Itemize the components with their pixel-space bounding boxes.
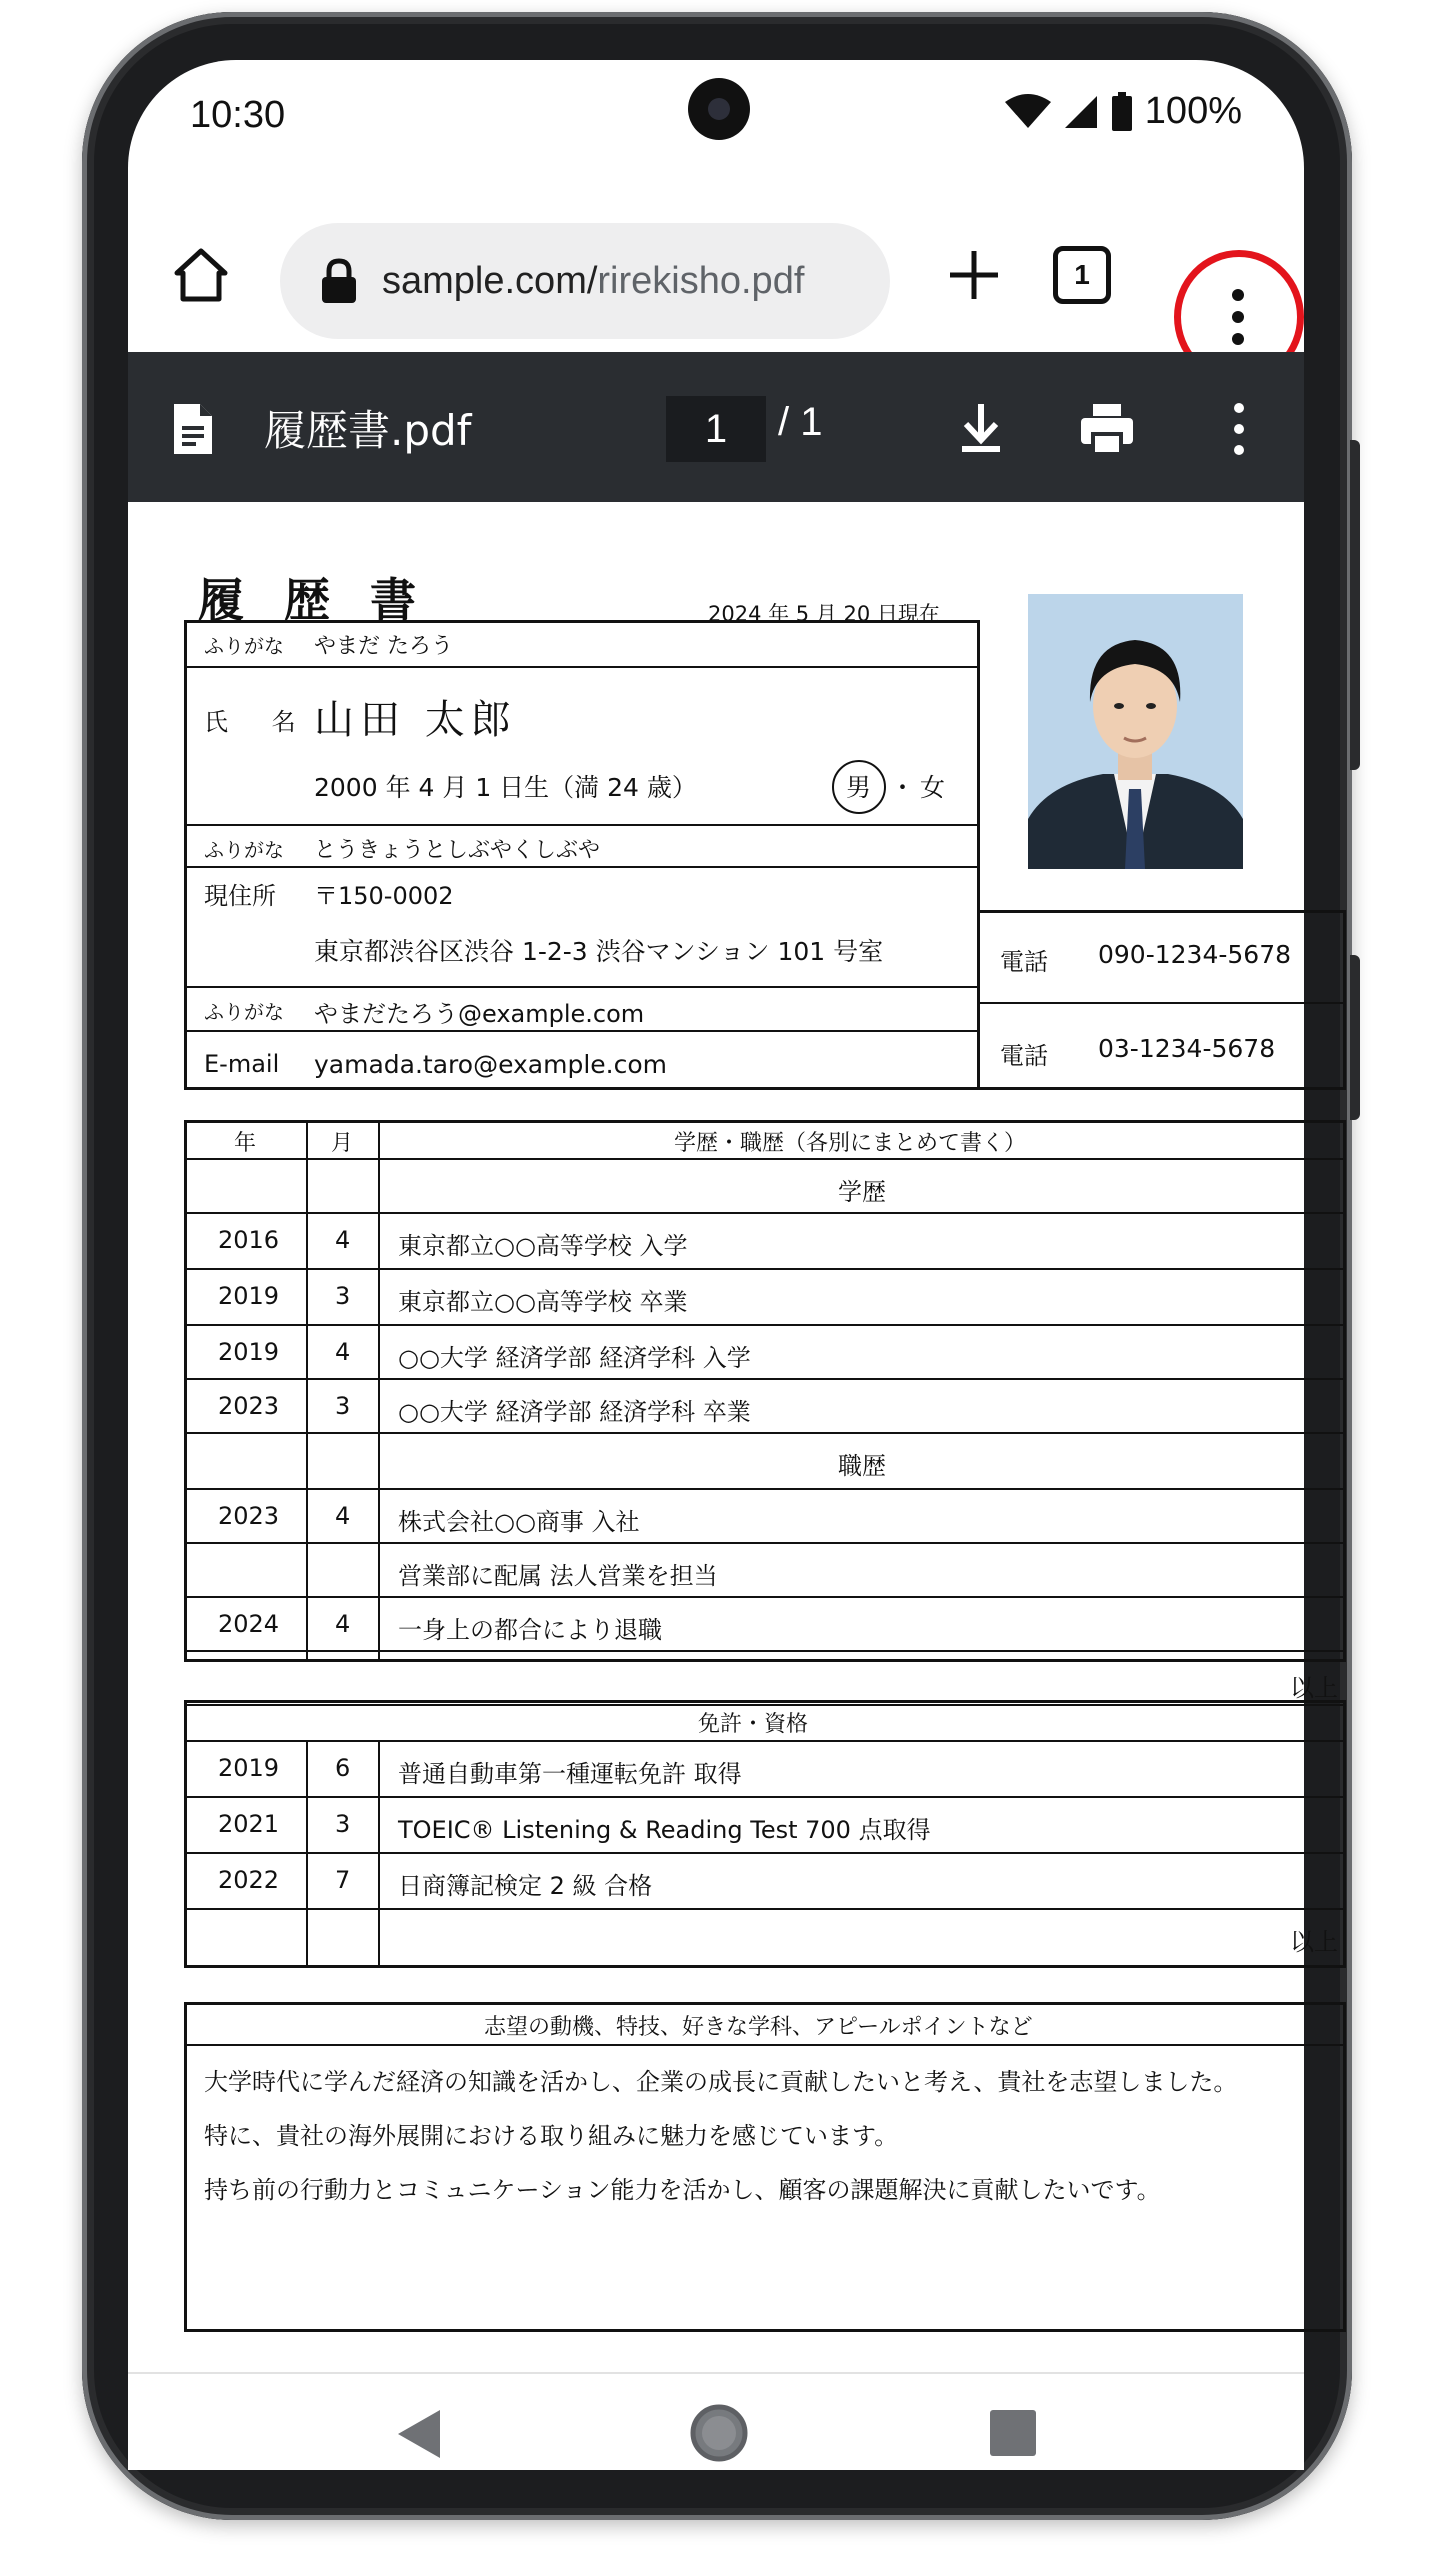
divider: [184, 1596, 1346, 1598]
work-content: 営業部に配属 法人営業を担当: [398, 1562, 718, 1590]
resume-title: 履 歴 書: [198, 573, 429, 627]
section-education: 学歴: [838, 1178, 886, 1206]
section-work: 職歴: [838, 1452, 886, 1480]
divider: [184, 1740, 1346, 1742]
name-furigana: やまだ たろう: [314, 634, 453, 659]
license-year: 2021: [218, 1810, 280, 1838]
birth-date: 2000 年 4 月 1 日生（満 24 歳）: [314, 773, 697, 802]
license-month: 7: [335, 1866, 351, 1894]
col-month: 月: [331, 1131, 354, 1156]
edu-year: 2019: [218, 1338, 280, 1366]
postal-code: 〒150-0002: [314, 882, 454, 910]
print-icon[interactable]: [1078, 400, 1136, 458]
work-content: 一身上の都合により退職: [398, 1616, 662, 1644]
wifi-icon: [1005, 94, 1051, 130]
divider: [184, 824, 980, 826]
divider: [184, 1542, 1346, 1544]
divider: [184, 986, 980, 988]
work-content: 株式会社○○商事 入社: [398, 1508, 640, 1536]
licenses-end: 以上: [1290, 1928, 1338, 1956]
work-month: 4: [335, 1610, 351, 1638]
new-tab-icon[interactable]: [946, 247, 1002, 303]
divider: [184, 1378, 1346, 1380]
motivation-line: 持ち前の行動力とコミュニケーション能力を活かし、顧客の課題解決に貢献したいです。: [204, 2176, 1161, 2204]
system-nav-bar: [128, 2372, 1304, 2470]
edu-month: 3: [335, 1392, 351, 1420]
url-text: [382, 260, 804, 303]
divider: [378, 1120, 380, 1662]
email: yamada.taro@example.com: [314, 1050, 668, 1079]
divider: [184, 1908, 1346, 1910]
mobile-phone-label: 電話: [1000, 948, 1048, 976]
address-label: 現住所: [204, 882, 276, 910]
home-nav-icon[interactable]: [688, 2402, 750, 2464]
recents-icon[interactable]: [990, 2410, 1036, 2456]
name-furigana-label: ふりがな: [204, 634, 284, 658]
divider: [184, 1158, 1346, 1160]
gender-separator: ・: [890, 773, 916, 802]
divider: [184, 666, 980, 668]
signal-icon: [1063, 94, 1099, 130]
address: 東京都渋谷区渋谷 1-2-3 渋谷マンション 101 号室: [314, 937, 884, 966]
history-end: 以上: [1290, 1674, 1338, 1702]
url-path: rirekisho.pdf: [597, 259, 805, 302]
edu-month: 4: [335, 1226, 351, 1254]
edu-content: ○○大学 経済学部 経済学科 卒業: [398, 1398, 751, 1426]
edu-content: 東京都立○○高等学校 卒業: [398, 1288, 688, 1316]
gender-male: 男: [846, 773, 872, 802]
portrait-image: [1028, 594, 1243, 869]
power-button: [1350, 440, 1360, 770]
edu-year: 2019: [218, 1282, 280, 1310]
license-content: 普通自動車第一種運転免許 取得: [398, 1760, 742, 1788]
url-domain: sample.com/: [382, 259, 598, 302]
divider: [184, 1852, 1346, 1854]
col-year: 年: [234, 1131, 257, 1156]
motivation-box: [184, 2002, 1346, 2332]
mobile-phone: 090-1234-5678: [1098, 940, 1292, 969]
document-icon: [172, 402, 214, 456]
divider: [184, 1432, 1346, 1434]
email-furigana: やまだたろう@example.com: [314, 1000, 645, 1028]
divider: [306, 1740, 308, 1968]
email-furigana-label: ふりがな: [204, 1000, 284, 1024]
divider: [184, 1030, 980, 1032]
divider: [306, 1120, 308, 1662]
divider: [184, 1268, 1346, 1270]
volume-button: [1350, 955, 1360, 1120]
work-month: 4: [335, 1502, 351, 1530]
col-content: 学歴・職歴（各別にまとめて書く）: [674, 1131, 1027, 1156]
divider: [184, 1488, 1346, 1490]
edu-content: ○○大学 経済学部 経済学科 入学: [398, 1344, 751, 1372]
address-furigana: とうきょうとしぶやくしぶや: [314, 838, 601, 863]
status-time: 10:30: [190, 94, 286, 136]
phone-screen: [128, 60, 1338, 2470]
pdf-file-name: 履歴書.pdf: [264, 406, 472, 455]
motivation-line: 大学時代に学んだ経済の知識を活かし、企業の成長に貢献したいと考え、貴社を志望しました。: [204, 2068, 1238, 2096]
license-year: 2019: [218, 1754, 280, 1782]
edu-year: 2023: [218, 1392, 280, 1420]
home-phone: 03-1234-5678: [1098, 1034, 1276, 1063]
resume-date: 2024 年 5 月 20 日現在: [708, 602, 940, 626]
address-bar[interactable]: [280, 223, 890, 339]
battery-level: 100%: [1144, 90, 1242, 132]
name-label: 氏 名: [204, 708, 314, 736]
page-total: / 1: [778, 400, 823, 444]
back-icon[interactable]: [396, 2408, 442, 2460]
tab-switcher-button[interactable]: 1: [1053, 246, 1111, 304]
id-photo: [1028, 594, 1243, 869]
work-year: 2023: [218, 1502, 280, 1530]
edu-content: 東京都立○○高等学校 入学: [398, 1232, 688, 1260]
license-year: 2022: [218, 1866, 280, 1894]
download-icon[interactable]: [952, 400, 1010, 458]
pdf-menu-icon[interactable]: [1210, 400, 1268, 458]
motivation-line: 特に、貴社の海外展開における取り組みに魅力を感じています。: [204, 2122, 899, 2150]
battery-icon: [1111, 92, 1133, 132]
license-content: TOEIC® Listening & Reading Test 700 点取得: [398, 1816, 931, 1844]
edu-year: 2016: [218, 1226, 280, 1254]
divider: [184, 1324, 1346, 1326]
work-year: 2024: [218, 1610, 280, 1638]
license-month: 3: [335, 1810, 351, 1838]
edu-month: 4: [335, 1338, 351, 1366]
divider: [977, 1002, 1346, 1004]
divider: [184, 1796, 1346, 1798]
divider: [378, 1740, 380, 1968]
edu-month: 3: [335, 1282, 351, 1310]
history-table: [184, 1120, 1346, 1662]
status-icons: [1005, 90, 1242, 133]
divider: [184, 2044, 1346, 2046]
email-label: E-mail: [204, 1050, 280, 1078]
browser-menu-icon[interactable]: [1208, 282, 1268, 352]
motivation-header: 志望の動機、特技、好きな学科、アピールポイントなど: [484, 2015, 1033, 2040]
licenses-header: 免許・資格: [698, 1712, 809, 1737]
full-name: 山田 太郎: [314, 697, 517, 743]
browser-toolbar: [128, 200, 1304, 350]
divider: [184, 1650, 1346, 1652]
divider: [184, 1212, 1346, 1214]
front-camera: [688, 78, 750, 140]
address-furigana-label: ふりがな: [204, 838, 284, 862]
license-content: 日商簿記検定 2 級 合格: [398, 1872, 653, 1900]
home-phone-label: 電話: [1000, 1042, 1048, 1070]
divider: [184, 866, 980, 868]
home-icon[interactable]: [166, 240, 236, 310]
lock-icon: [320, 258, 358, 304]
license-month: 6: [335, 1754, 351, 1782]
gender-female: 女: [920, 773, 946, 802]
pdf-page: [128, 502, 1338, 2372]
pdf-viewer-toolbar: [128, 352, 1304, 502]
page-number-input[interactable]: 1: [666, 396, 766, 462]
